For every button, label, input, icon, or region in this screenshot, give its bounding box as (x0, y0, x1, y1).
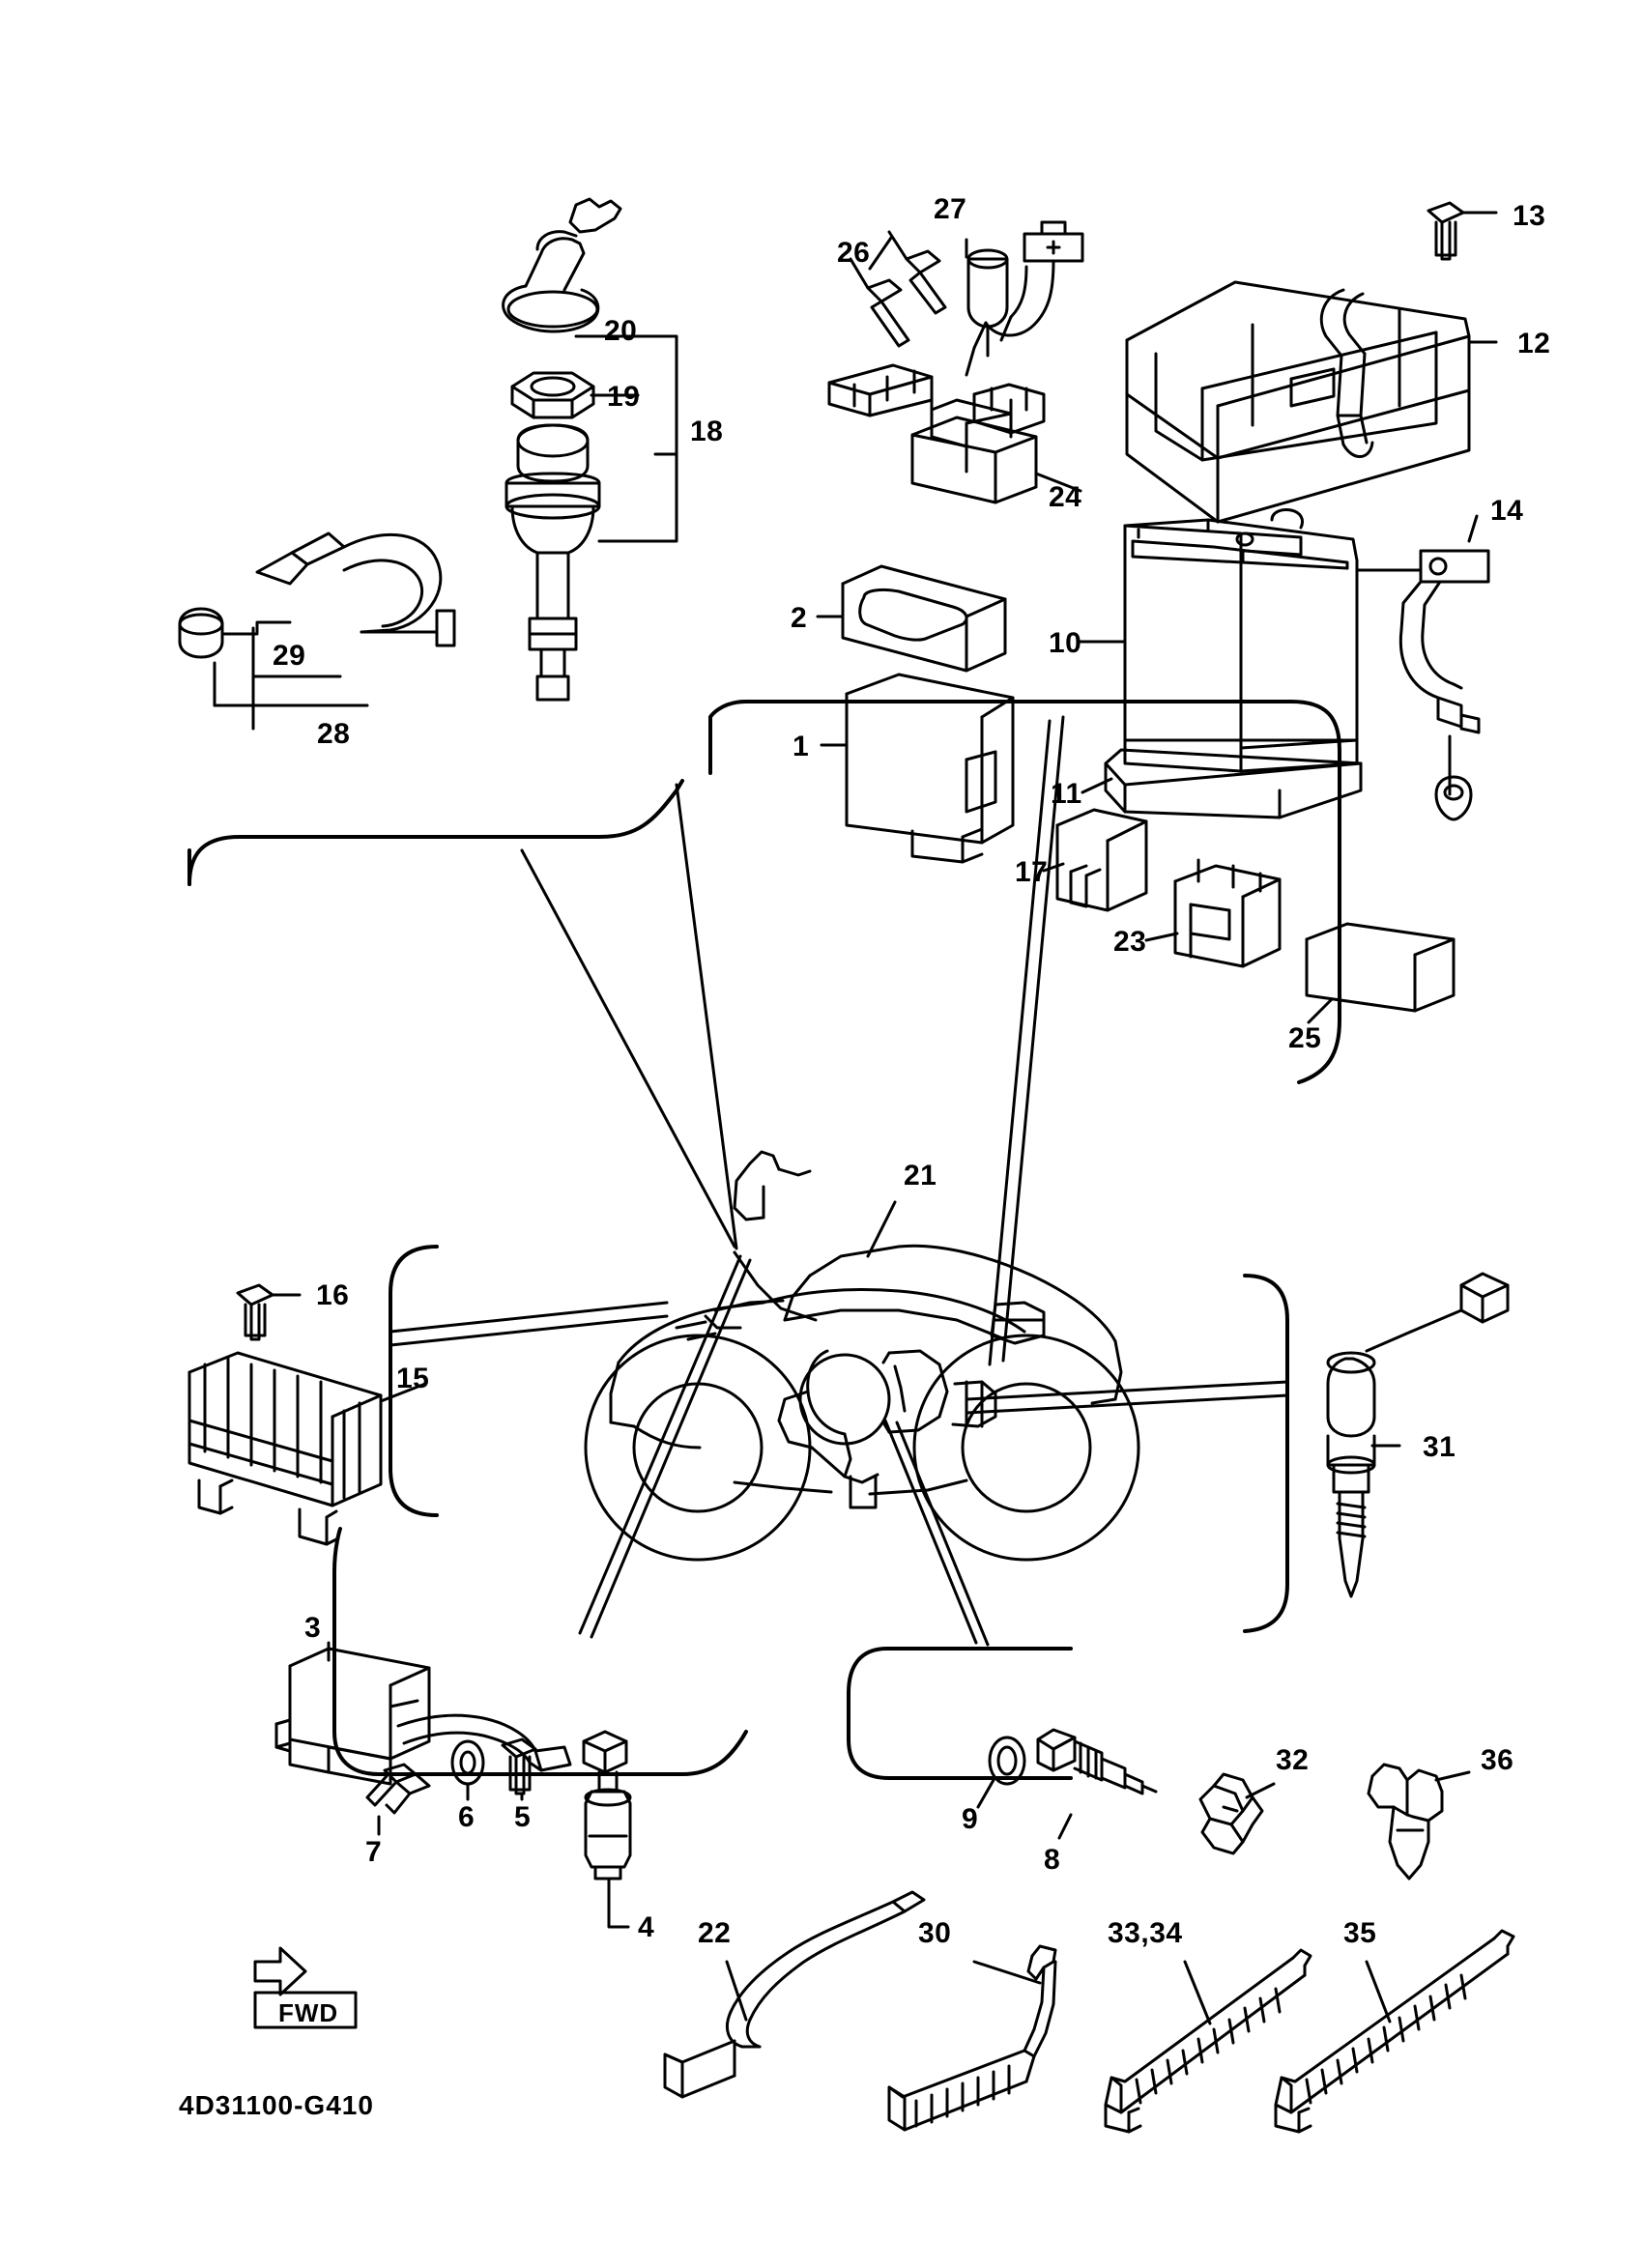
callout-27: 27 (934, 193, 967, 225)
callout-25: 25 (1288, 1022, 1322, 1054)
leader-23 (1146, 933, 1177, 940)
callout-17: 17 (1015, 856, 1049, 888)
part-35-tie (1276, 1931, 1513, 2132)
callout-3: 3 (304, 1612, 322, 1644)
part-19-nut (512, 373, 593, 417)
fwd-text: FWD (278, 1998, 339, 2027)
part-7-screws (367, 1765, 429, 1813)
callout-10: 10 (1049, 627, 1082, 659)
callout-14: 14 (1490, 495, 1524, 527)
part-36-clip (1369, 1765, 1442, 1879)
callout-26: 26 (837, 237, 871, 269)
callout-29: 29 (273, 640, 306, 672)
part-2-cover (843, 566, 1005, 671)
callout-6: 6 (458, 1801, 476, 1833)
part-17-fuse (1057, 810, 1146, 910)
callout-36: 36 (1481, 1744, 1514, 1776)
leader-lines (390, 717, 1287, 1645)
part-30-band (889, 1946, 1055, 2130)
part-3-ignition-coil (276, 1649, 570, 1784)
part-12-battery-bracket (1127, 282, 1469, 522)
callout-30: 30 (918, 1917, 952, 1949)
callout-9: 9 (962, 1803, 979, 1835)
leader-9 (978, 1780, 994, 1807)
callout-7: 7 (365, 1836, 383, 1868)
callout-24: 24 (1049, 481, 1082, 513)
callout-32: 32 (1276, 1744, 1310, 1776)
callout-33-34: 33,34 (1108, 1917, 1183, 1949)
part-25-box (1307, 924, 1454, 1011)
leader-36 (1436, 1772, 1469, 1780)
callout-5: 5 (514, 1801, 532, 1833)
group-boundary-lower-left (334, 1529, 746, 1774)
leader-8 (1059, 1815, 1071, 1838)
leader-35 (1367, 1962, 1390, 2022)
group-boundary-upper-left (189, 781, 682, 884)
part-18-main-switch (506, 336, 677, 700)
callout-35: 35 (1343, 1917, 1377, 1949)
callout-15: 15 (396, 1363, 430, 1394)
part-32-clip (1200, 1774, 1262, 1853)
vehicle-illustration (586, 1152, 1139, 1560)
callout-11: 11 (1051, 778, 1082, 810)
part-14-lead (1400, 551, 1488, 819)
part-13-bolt (1428, 203, 1463, 259)
part-8-spark-plug (1038, 1730, 1156, 1794)
callout-20: 20 (604, 315, 638, 347)
part-33-34-ties (1106, 1950, 1311, 2132)
part-20-key (504, 199, 620, 331)
callout-19: 19 (607, 381, 641, 413)
callout-18: 18 (690, 416, 724, 447)
part-27-starter-relay (966, 222, 1082, 375)
callout-31: 31 (1423, 1431, 1456, 1463)
leader-32 (1247, 1784, 1274, 1797)
callout-21: 21 (904, 1160, 937, 1191)
part-29-lead (180, 533, 454, 657)
callout-13: 13 (1513, 200, 1546, 232)
part-23-relay (1175, 860, 1280, 966)
callout-28: 28 (317, 718, 351, 750)
part-6-washer (452, 1741, 483, 1784)
part-11-tray (1106, 750, 1361, 818)
leader-26 (870, 238, 891, 269)
part-24-relay (829, 365, 1044, 502)
callout-2: 2 (791, 602, 808, 634)
callout-16: 16 (316, 1279, 350, 1311)
part-4-plug-cap (584, 1732, 630, 1879)
callout-12: 12 (1517, 328, 1551, 359)
part-31-sensor (1328, 1274, 1508, 1596)
callout-8: 8 (1044, 1844, 1061, 1876)
leader-25 (1309, 999, 1332, 1022)
leader-14 (1469, 516, 1477, 541)
part-15-rectifier (189, 1353, 381, 1544)
callout-23: 23 (1113, 926, 1147, 958)
part-10-battery (1125, 509, 1421, 771)
leader-4 (609, 1879, 628, 1927)
callout-4: 4 (638, 1911, 655, 1943)
callout-1: 1 (793, 731, 810, 762)
callout-22: 22 (698, 1917, 732, 1949)
part-5-bolt (503, 1739, 535, 1794)
diagram-part-code: 4D31100-G410 (179, 2090, 374, 2120)
leader-33-34 (1185, 1962, 1210, 2024)
part-16-bolt (238, 1285, 273, 1339)
group-boundary-right-middle (1245, 1276, 1287, 1631)
